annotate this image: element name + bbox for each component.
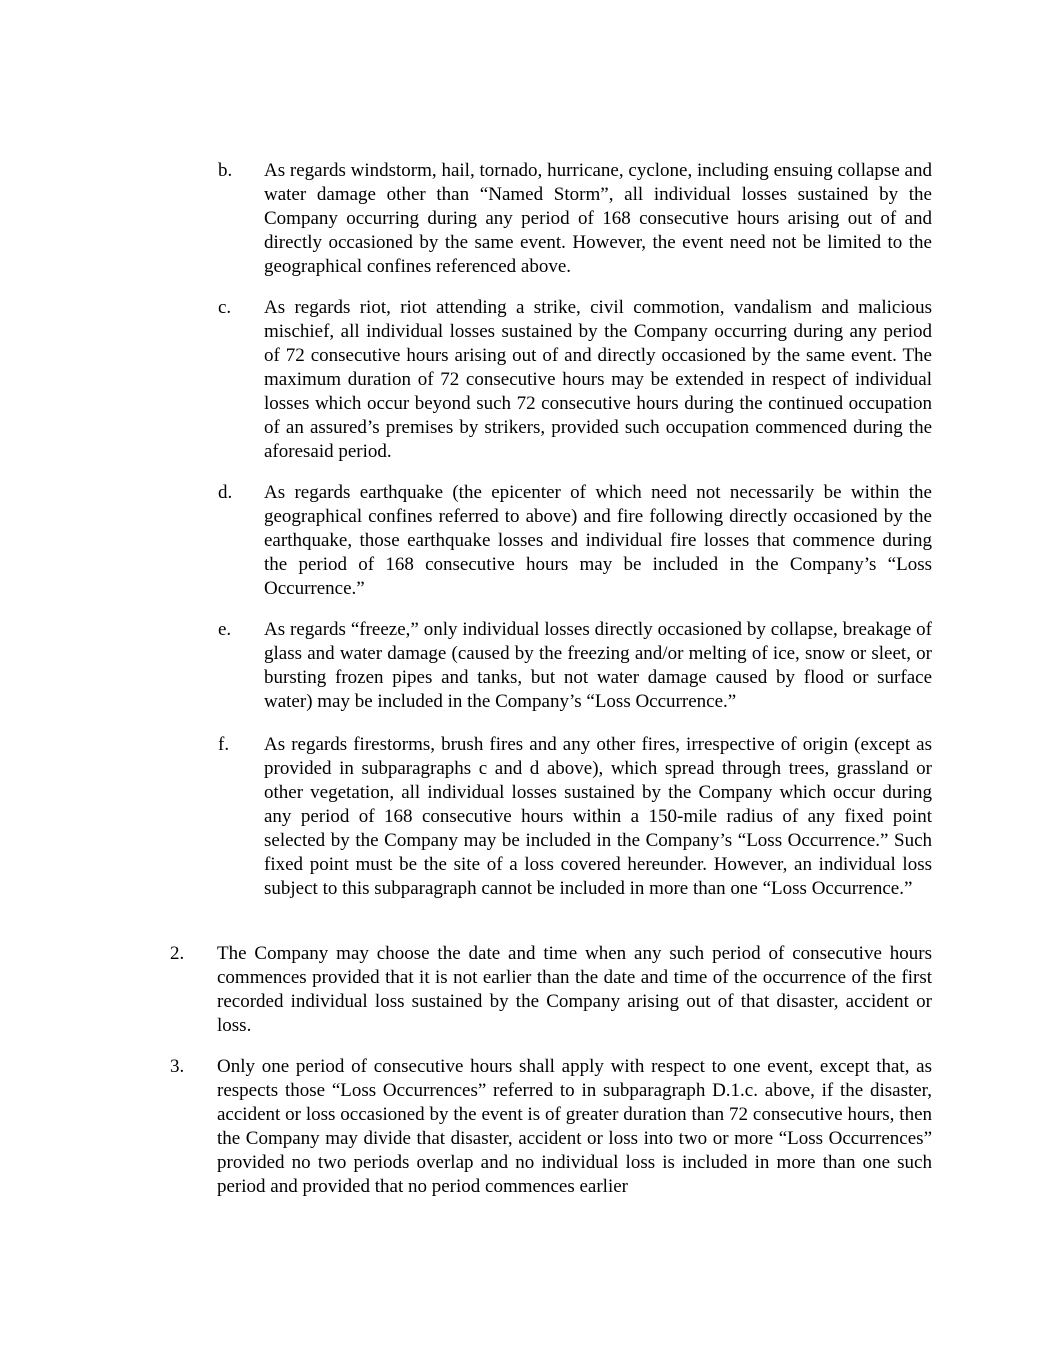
subparagraph-text: As regards windstorm, hail, tornado, hurricane, cyclone, including ensuing collapse and water damage other than “Named Storm”, all individual losses sustained by the Company occurring during any period of 168 consecutive hours arising out of and directly occasioned by the same event. However, the event need not be limited to the geographical confines referenced above. — [264, 160, 932, 277]
subparagraph-text: As regards firestorms, brush fires and any other fires, irrespective of origin (except as provided in subparagraphs c and d above), which spread through trees, grassland or other vegetation, all individual losses sustained by the Company which occur during any period of 168 consecutive hours within a 150-mile radius of any fixed point selected by the Company may be included in the Company’s “Loss Occurrence.” Such fixed point must be the site of a loss covered hereunder. However, an individual loss subject to this subparagraph cannot be included in more than one “Loss Occurrence.” — [264, 734, 932, 899]
paragraph-text: Only one period of consecutive hours shall apply with respect to one event, except that, as respects those “Loss Occurrences” referred to in subparagraph D.1.c. above, if the disaster, accident or loss occasioned by the event is of greater duration than 72 consecutive hours, then the Company may divide that disaster, accident or loss into two or more “Loss Occurrences” provided no two periods overlap and no individual loss is included in more than one such period and provided that no period commences earlier — [217, 1056, 932, 1197]
subparagraph-text: As regards riot, riot attending a strike, civil commotion, vandalism and malicious mischief, all individual losses sustained by the Company occurring during any period of 72 consecutive hours arising out of and directly occasioned by the same event. The maximum duration of 72 consecutive hours may be extended in respect of individual losses which occur beyond such 72 consecutive hours during the continued occupation of an assured’s premises by strikers, provided such occupation commenced during the aforesaid period. — [264, 297, 932, 462]
subparagraph-label: c. — [218, 297, 232, 318]
subparagraph-label: d. — [218, 482, 233, 503]
paragraph-number: 3. — [170, 1056, 185, 1077]
subparagraph-label: e. — [218, 619, 232, 640]
subparagraph-label: f. — [218, 734, 230, 755]
subparagraph-text: As regards “freeze,” only individual losses directly occasioned by collapse, breakage of glass and water damage (caused by the freezing and/or melting of ice, snow or sleet, or bursting frozen pipes and tanks, but not water damage caused by flood or surface water) may be included in the Company’s “Loss Occurrence.” — [264, 619, 932, 712]
paragraph-number: 2. — [170, 943, 185, 964]
subparagraph-text: As regards earthquake (the epicenter of which need not necessarily be within the geographical confines referred to above) and fire following directly occasioned by the earthquake, those earthquake losses and individual fire losses that commence during the period of 168 consecutive hours may be included in the Company’s “Loss Occurrence.” — [264, 482, 932, 599]
paragraph-text: The Company may choose the date and time when any such period of consecutive hours commences provided that it is not earlier than the date and time of the occurrence of the first recorded individual loss sustained by the Company arising out of that disaster, accident or loss. — [217, 943, 932, 1036]
subparagraph-label: b. — [218, 160, 233, 181]
